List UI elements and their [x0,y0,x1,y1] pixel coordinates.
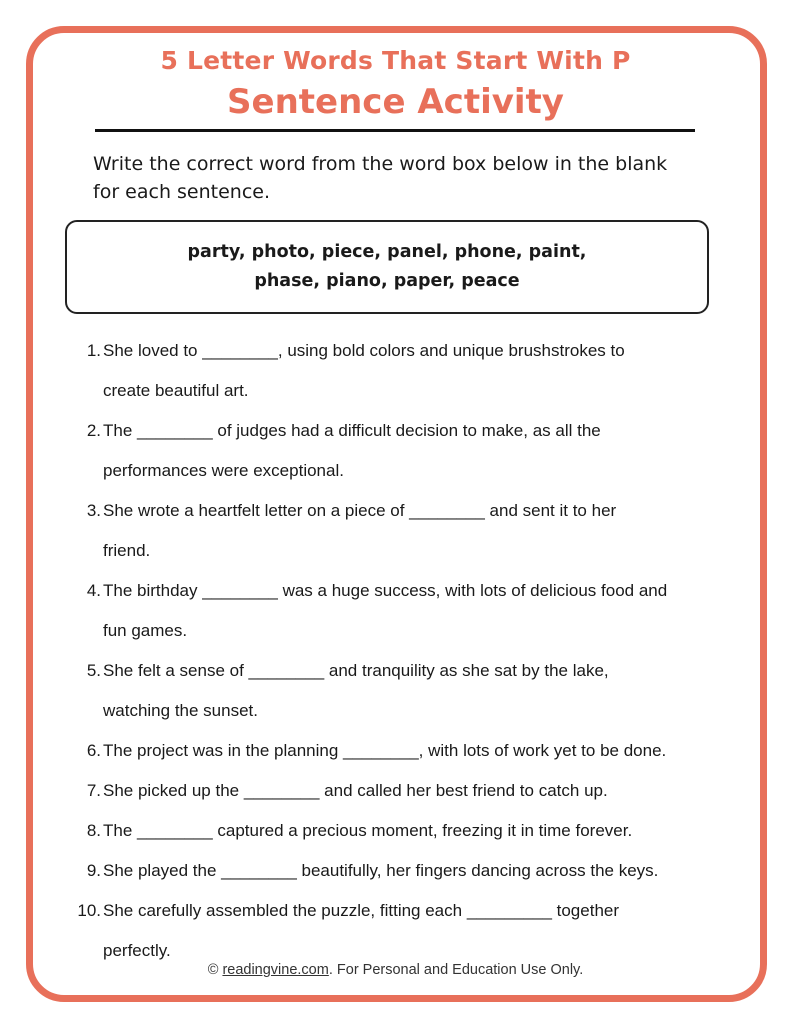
question-text-line-1: The ________ of judges had a difficult decision to make, as all the [103,421,601,440]
question-number: 6. [86,741,101,760]
question-list [70,331,750,971]
question-text-line-1: The project was in the planning ________, with lots of work yet to be done. [103,741,667,760]
word-box-line-1: party, photo, piece, panel, phone, paint, [187,242,587,262]
question-number: 3. [86,501,101,520]
question-text-line-2: fun games. [103,621,188,640]
question-number: 5. [86,661,101,680]
question-text-line-1: She played the ________ beautifully, her fingers dancing across the keys. [103,861,659,880]
word-box-line-2: phase, piano, paper, peace [254,271,520,291]
question-text-line-1: She wrote a heartfelt letter on a piece of ________ and sent it to her [103,501,617,520]
word-box-text [188,238,587,296]
question-item-2 [70,411,750,491]
question-text-line-1: She felt a sense of ________ and tranquility as she sat by the lake, [103,661,609,680]
question-number: 10. [77,901,101,920]
instructions-line-2: for each sentence. [93,181,271,203]
question-text-line-1: She carefully assembled the puzzle, fitting each _________ together [103,901,620,920]
question-item-6 [70,731,750,771]
question-number: 7. [86,781,101,800]
question-text-line-2: friend. [103,541,151,560]
question-text-line-2: create beautiful art. [103,381,249,400]
instructions-line-1: Write the correct word from the word box below in the blank [93,153,668,175]
question-item-9 [70,851,750,891]
question-item-8 [70,811,750,851]
question-text-line-2: perfectly. [103,941,171,960]
question-number: 8. [86,821,101,840]
question-text-line-2: performances were exceptional. [103,461,344,480]
question-text-line-2: watching the sunset. [103,701,258,720]
question-number: 1. [86,341,101,360]
question-item-1 [70,331,750,411]
title-divider [95,129,695,132]
question-item-4 [70,571,750,651]
word-box [65,220,709,314]
question-text-line-1: The birthday ________ was a huge success, with lots of delicious food and [103,581,668,600]
question-item-7 [70,771,750,811]
footer-link[interactable]: readingvine.com [222,962,329,978]
question-text-line-1: She loved to ________, using bold colors and unique brushstrokes to [103,341,625,360]
question-item-5 [70,651,750,731]
question-text-line-1: She picked up the ________ and called her best friend to catch up. [103,781,608,800]
copyright-symbol: © [207,962,219,978]
question-number: 9. [86,861,101,880]
question-item-10 [70,891,750,971]
footer [0,962,791,978]
question-item-3 [70,491,750,571]
question-number: 2. [86,421,101,440]
footer-notice: . For Personal and Education Use Only. [328,962,584,978]
worksheet-subtitle: 5 Letter Words That Start With P [160,46,631,75]
worksheet-title: Sentence Activity [227,82,564,122]
question-number: 4. [86,581,101,600]
instructions [93,150,733,206]
question-text-line-1: The ________ captured a precious moment, freezing it in time forever. [103,821,633,840]
